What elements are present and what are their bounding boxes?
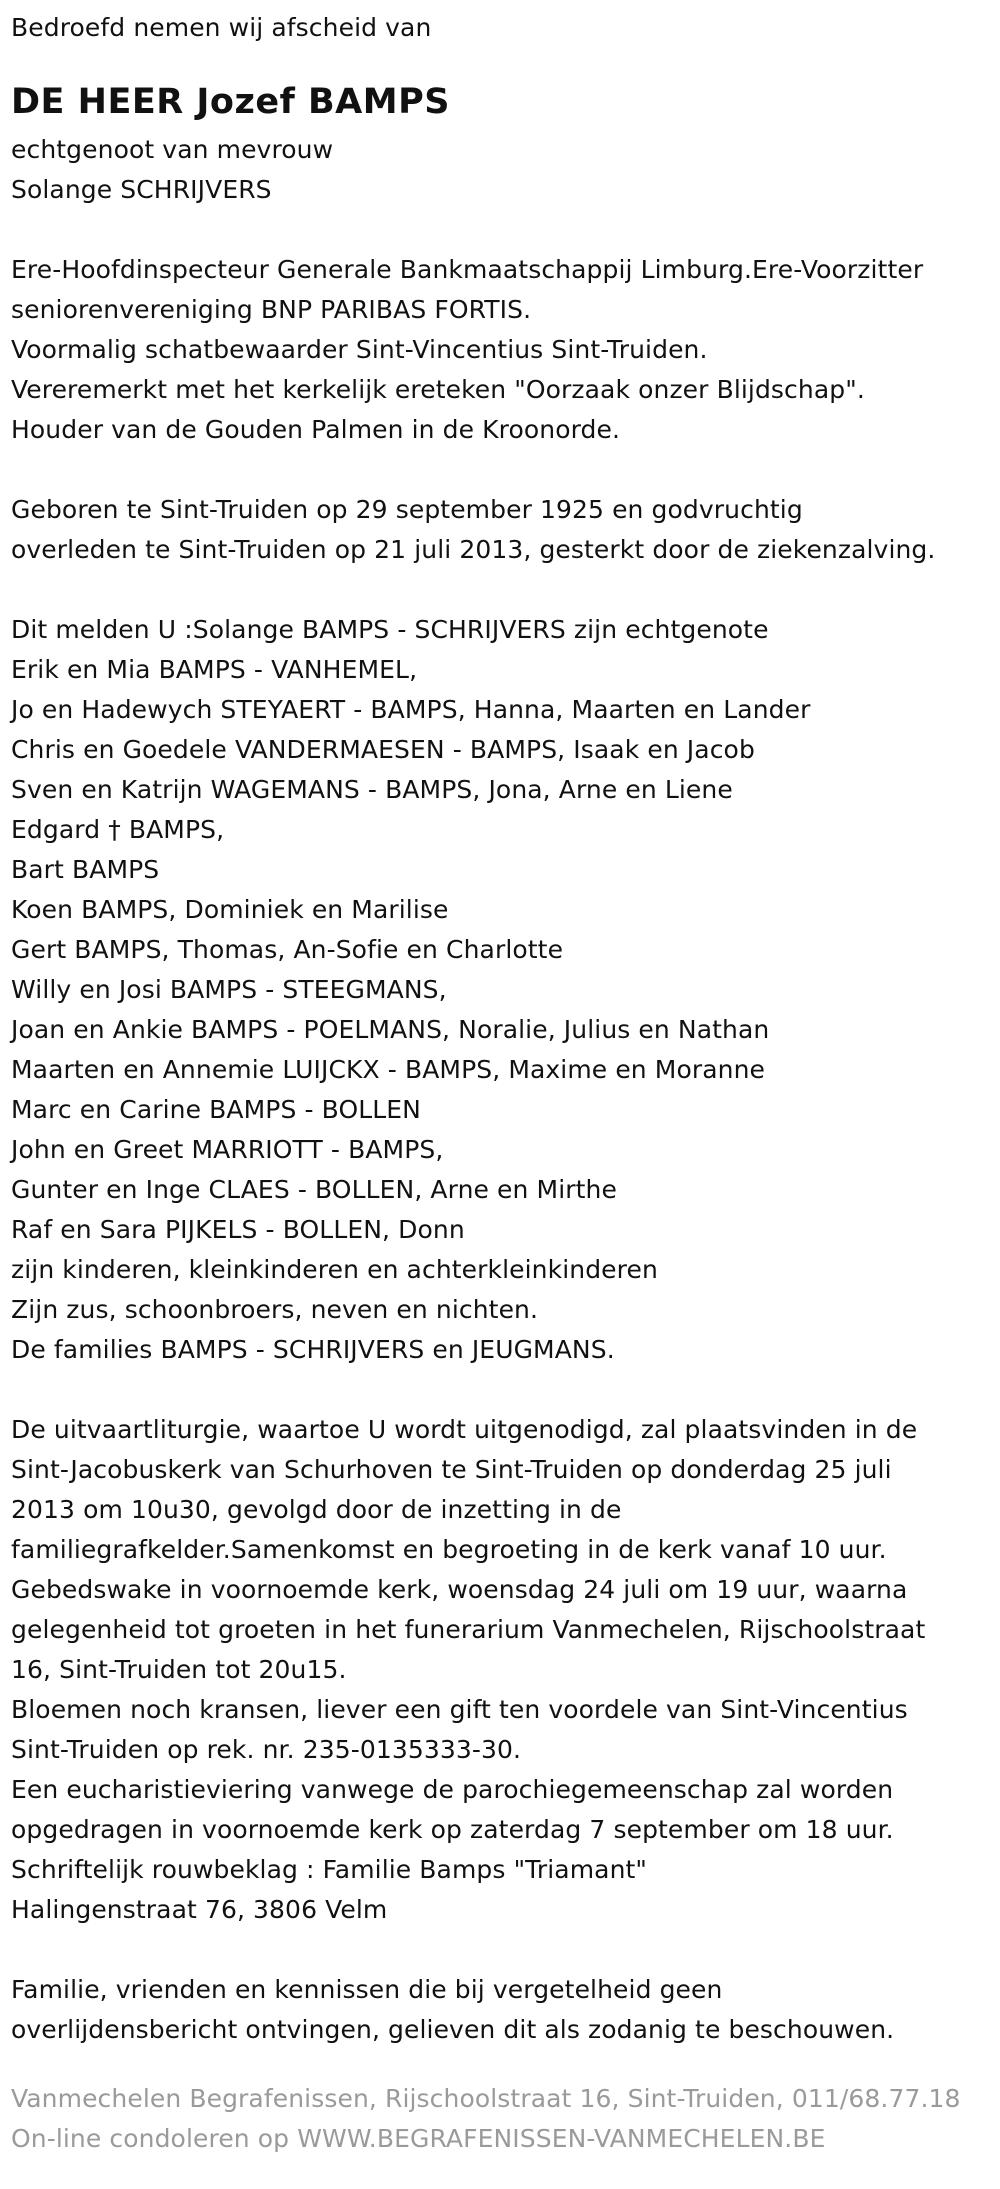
family-line: zijn kinderen, kleinkinderen en achterkleinkinderen (11, 1255, 658, 1284)
family-line: Marc en Carine BAMPS - BOLLEN (11, 1095, 421, 1124)
footer (11, 2079, 961, 2159)
arrangement-line: Halingenstraat 76, 3806 Velm (11, 1895, 388, 1924)
arrangement-line: De uitvaartliturgie, waartoe U wordt uitgenodigd, zal plaatsvinden in de (11, 1415, 918, 1444)
spacer (11, 1930, 996, 1970)
title-line: Ere-Hoofdinspecteur Generale Bankmaatschappij Limburg.Ere-Voorzitter (11, 255, 924, 284)
title-line: Voormalig schatbewaarder Sint-Vincentius Sint-Truiden. (11, 335, 708, 364)
arrangement-line: familiegrafkelder.Samenkomst en begroeting in de kerk vanaf 10 uur. (11, 1535, 887, 1564)
spouse-section (11, 130, 996, 210)
family-line: Zijn zus, schoonbroers, neven en nichten. (11, 1295, 539, 1324)
family-line: De families BAMPS - SCHRIJVERS en JEUGMANS. (11, 1335, 615, 1364)
intro-text: Bedroefd nemen wij afscheid van (11, 13, 432, 42)
family-line: Sven en Katrijn WAGEMANS - BAMPS, Jona, Arne en Liene (11, 775, 733, 804)
family-line: Jo en Hadewych STEYAERT - BAMPS, Hanna, Maarten en Lander (11, 695, 811, 724)
title-line: seniorenvereniging BNP PARIBAS FORTIS. (11, 295, 532, 324)
arrangement-line: Gebedswake in voornoemde kerk, woensdag 24 juli om 19 uur, waarna (11, 1575, 908, 1604)
family-line: John en Greet MARRIOTT - BAMPS, (11, 1135, 444, 1164)
family-line: Bart BAMPS (11, 855, 160, 884)
arrangement-line: Sint-Truiden op rek. nr. 235-0135333-30. (11, 1735, 522, 1764)
spacer (11, 570, 996, 610)
spacer (11, 1370, 996, 1410)
spouse-line: Solange SCHRIJVERS (11, 175, 272, 204)
birth-death-line: overleden te Sint-Truiden op 21 juli 2013, gesterkt door de ziekenzalving. (11, 535, 936, 564)
family-line: Joan en Ankie BAMPS - POELMANS, Noralie, Julius en Nathan (11, 1015, 770, 1044)
spouse-line: echtgenoot van mevrouw (11, 135, 334, 164)
closing-section (11, 1970, 996, 2050)
footer-line: Vanmechelen Begrafenissen, Rijschoolstraat 16, Sint-Truiden, 011/68.77.18 (11, 2084, 961, 2113)
family-section (11, 610, 996, 1370)
family-line: Koen BAMPS, Dominiek en Marilise (11, 895, 449, 924)
spacer (11, 450, 996, 490)
title-line: Vereremerkt met het kerkelijk ereteken "Oorzaak onzer Blijdschap". (11, 375, 865, 404)
birth-death-section (11, 490, 996, 570)
arrangement-line: opgedragen in voornoemde kerk op zaterdag 7 september om 18 uur. (11, 1815, 894, 1844)
family-line: Dit melden U :Solange BAMPS - SCHRIJVERS zijn echtgenote (11, 615, 769, 644)
deceased-name: DE HEER Jozef BAMPS (11, 82, 450, 122)
arrangement-line: Sint-Jacobuskerk van Schurhoven te Sint-Truiden op donderdag 25 juli (11, 1455, 892, 1484)
family-line: Edgard † BAMPS, (11, 815, 225, 844)
arrangements-section (11, 1410, 996, 1930)
arrangement-line: Schriftelijk rouwbeklag : Familie Bamps "Triamant" (11, 1855, 648, 1884)
spacer (11, 210, 996, 250)
closing-line: overlijdensbericht ontvingen, gelieven dit als zodanig te beschouwen. (11, 2015, 895, 2044)
family-line: Maarten en Annemie LUIJCKX - BAMPS, Maxime en Moranne (11, 1055, 766, 1084)
arrangement-line: Een eucharistieviering vanwege de parochiegemeenschap zal worden (11, 1775, 894, 1804)
title-line: Houder van de Gouden Palmen in de Kroonorde. (11, 415, 621, 444)
family-line: Willy en Josi BAMPS - STEEGMANS, (11, 975, 447, 1004)
family-line: Raf en Sara PIJKELS - BOLLEN, Donn (11, 1215, 465, 1244)
footer-website[interactable]: On-line condoleren op WWW.BEGRAFENISSEN-VANMECHELEN.BE (11, 2124, 826, 2153)
arrangement-line: gelegenheid tot groeten in het funerarium Vanmechelen, Rijschoolstraat (11, 1615, 926, 1644)
death-notice (11, 8, 996, 2050)
family-line: Erik en Mia BAMPS - VANHEMEL, (11, 655, 418, 684)
arrangement-line: Bloemen noch kransen, liever een gift ten voordele van Sint-Vincentius (11, 1695, 908, 1724)
arrangement-line: 16, Sint-Truiden tot 20u15. (11, 1655, 347, 1684)
family-line: Gunter en Inge CLAES - BOLLEN, Arne en Mirthe (11, 1175, 617, 1204)
arrangement-line: 2013 om 10u30, gevolgd door de inzetting in de (11, 1495, 622, 1524)
closing-line: Familie, vrienden en kennissen die bij vergetelheid geen (11, 1975, 723, 2004)
titles-section (11, 250, 996, 450)
birth-death-line: Geboren te Sint-Truiden op 29 september 1925 en godvruchtig (11, 495, 803, 524)
family-line: Chris en Goedele VANDERMAESEN - BAMPS, Isaak en Jacob (11, 735, 755, 764)
family-line: Gert BAMPS, Thomas, An-Sofie en Charlotte (11, 935, 564, 964)
